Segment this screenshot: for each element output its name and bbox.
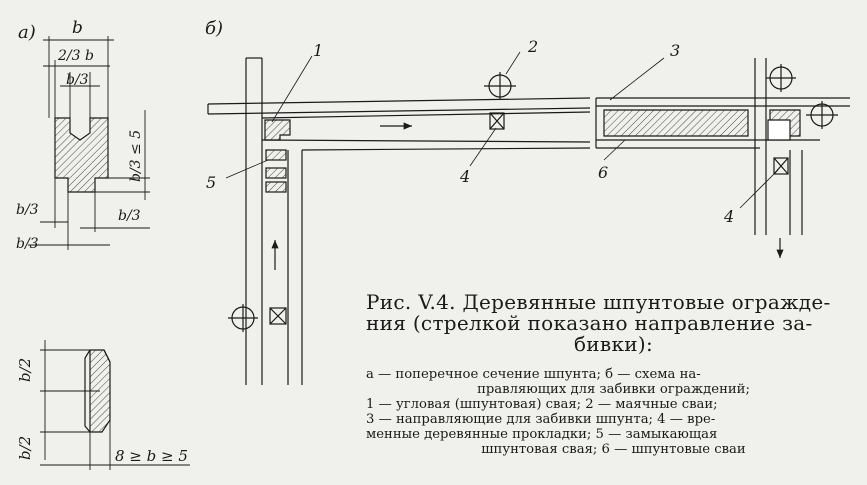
dim-range: 8 ≥ b ≥ 5 (115, 447, 188, 465)
callout-1: 1 (313, 41, 324, 60)
sheet-piles-6 (604, 110, 800, 140)
callout-4b: 4 (724, 207, 735, 226)
dim-b: b (72, 18, 83, 38)
caption-legend (366, 367, 861, 457)
pile-cross-section (55, 118, 108, 192)
callout-2: 2 (528, 37, 539, 56)
guide-beams-right (596, 58, 850, 235)
legend-line: шпунтовая свая; 6 — шпунтовые сваи (481, 442, 746, 457)
legend-line: 3 — направляющие для забивки шпунта; 4 — вре- (366, 412, 716, 427)
callout-5: 5 (206, 173, 217, 192)
legend-line: 1 — угловая (шпунтовая) свая; 2 — маячные сваи; (366, 397, 718, 412)
callout-3: 3 (670, 41, 681, 60)
caption-title-line: Рис. V.4. Деревянные шпунтовые огражде- (366, 290, 831, 314)
dim-two-thirds-b: 2/3 b (58, 48, 94, 64)
spacer-4b (270, 308, 286, 324)
dim-b3-left1: b/3 (16, 202, 39, 218)
panel-a-label: а) (18, 22, 36, 43)
dim-b3-right: b/3 (118, 208, 141, 224)
closing-pile-5 (266, 150, 286, 192)
caption-title-line: бивки): (573, 332, 654, 356)
dim-b3-left2: b/3 (16, 236, 39, 252)
spacer-4a (490, 113, 504, 129)
dim-b2-bottom: b/2 (16, 435, 34, 460)
beacon-pile-2d (806, 101, 838, 129)
caption-title-line: ния (стрелкой показано направление за- (366, 311, 813, 335)
corner-pile-1 (265, 120, 290, 140)
callout-6: 6 (598, 163, 609, 182)
dim-b3-le5: b/3 ≤ 5 (128, 129, 144, 182)
figure-caption (366, 292, 861, 457)
beacon-pile-2a (484, 72, 516, 100)
callout-4a: 4 (460, 167, 471, 186)
caption-title (366, 292, 861, 355)
legend-line: правляющих для забивки ограждений; (477, 382, 750, 397)
panel-b-label: б) (205, 18, 224, 39)
beacon-pile-2c (766, 64, 796, 92)
beacon-pile-2b (228, 304, 258, 332)
legend-line: менные деревянные прокладки; 5 — замыкающая (366, 427, 718, 442)
dim-b2-top: b/2 (16, 357, 34, 382)
legend-line: а — поперечное сечение шпунта; б — схема на- (366, 367, 701, 382)
dim-b3-top: b/3 (66, 72, 89, 88)
